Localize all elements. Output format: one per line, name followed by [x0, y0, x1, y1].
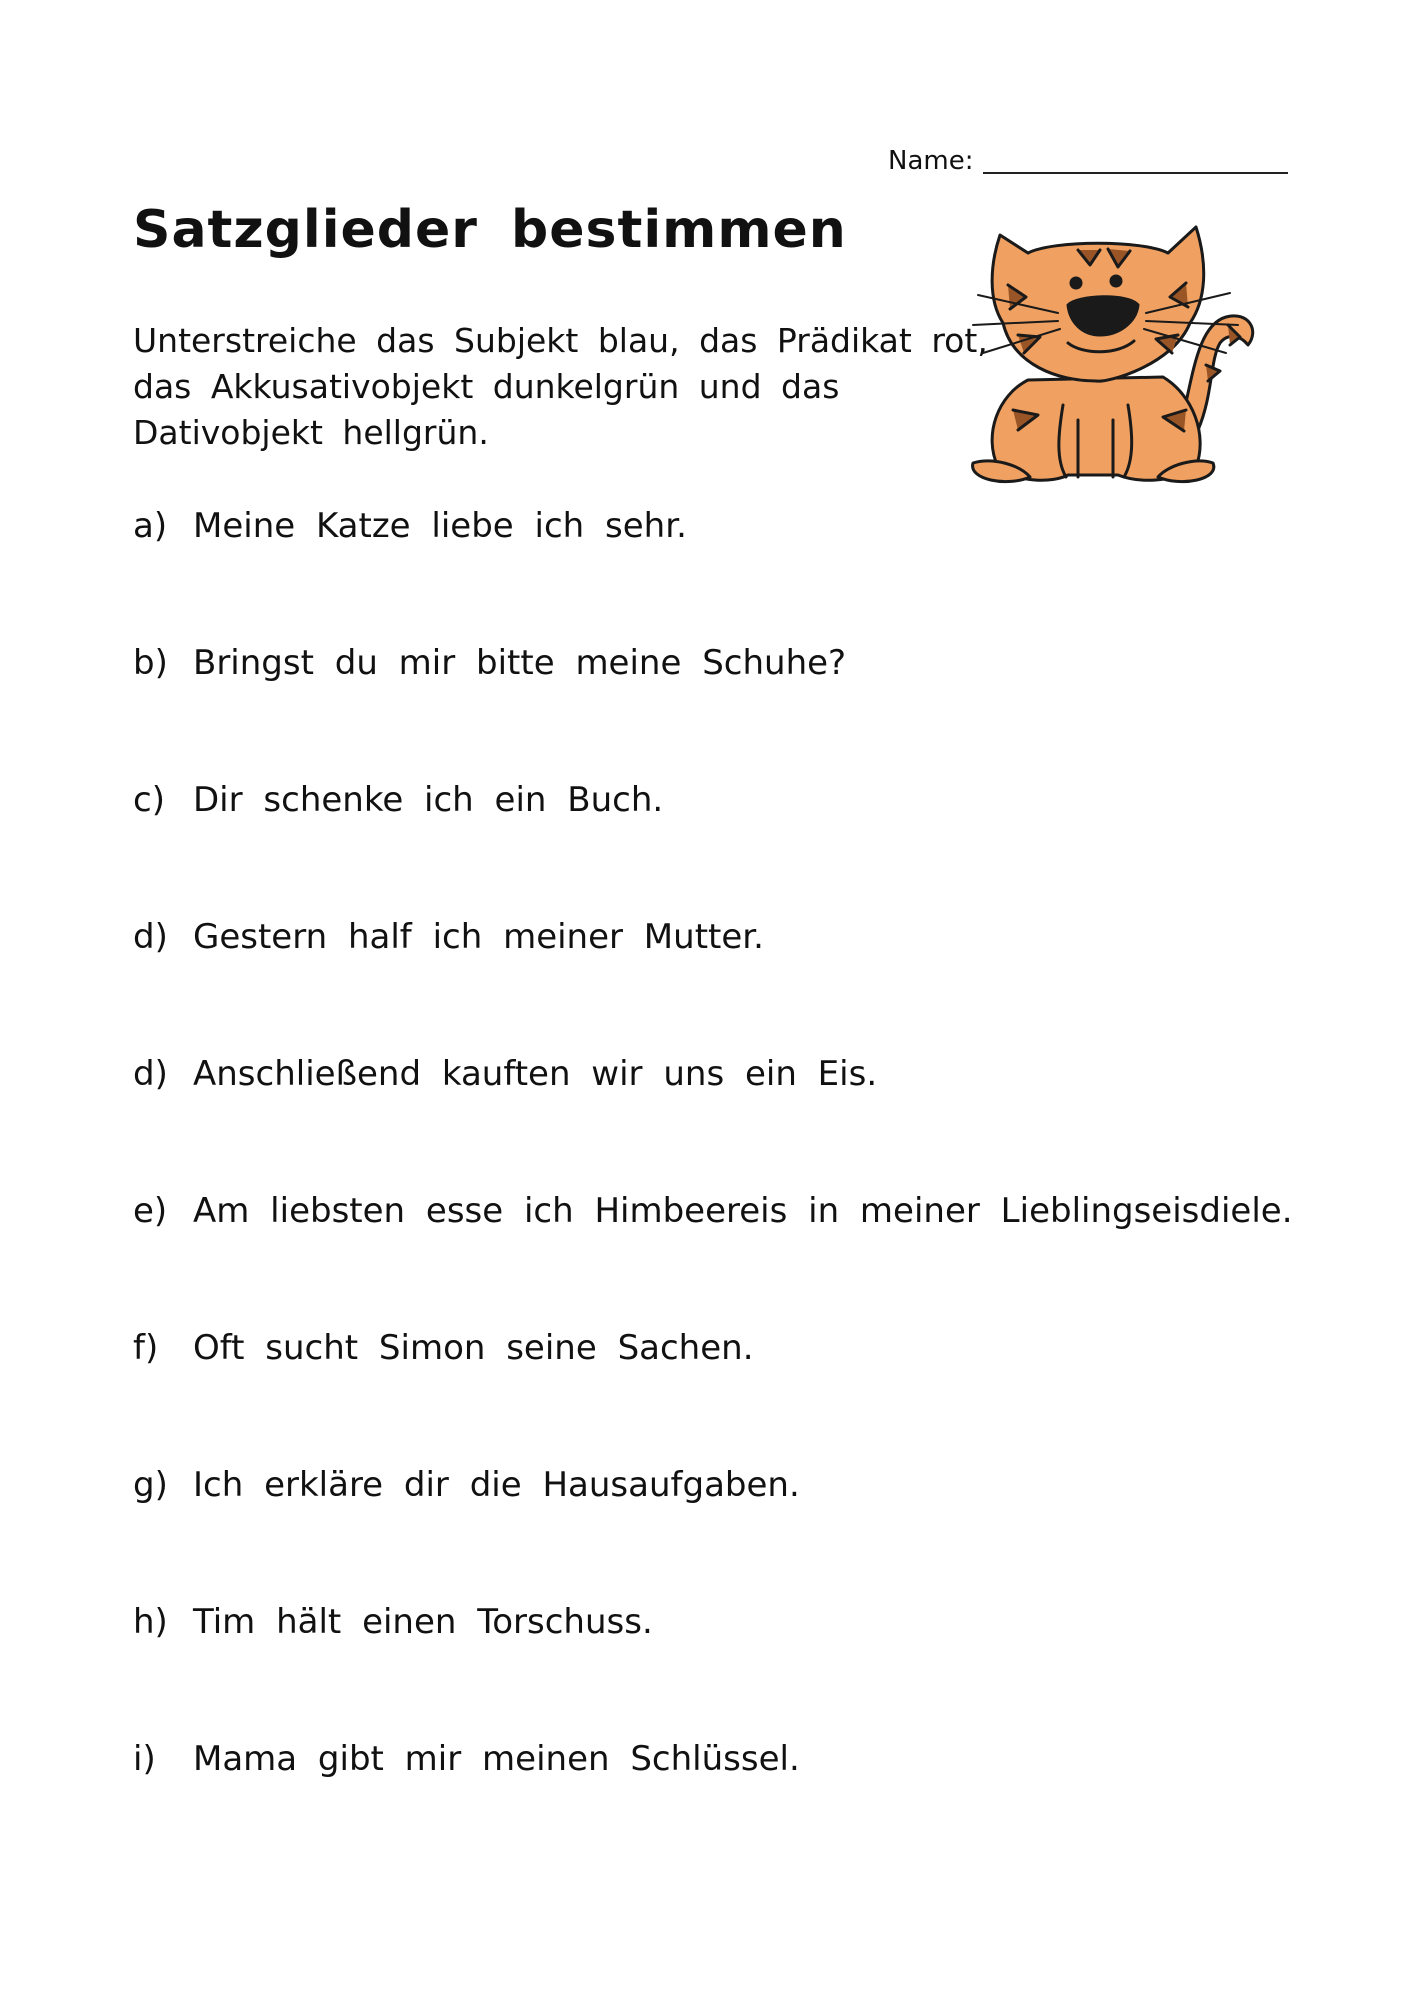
task-letter: g) — [133, 1465, 168, 1505]
task-sentence: Mama gibt mir meinen Schlüssel. — [193, 1739, 800, 1779]
task-sentence: Ich erkläre dir die Hausaufgaben. — [193, 1465, 800, 1505]
task-item — [133, 1322, 1283, 1459]
task-item — [133, 1596, 1283, 1733]
task-letter: b) — [133, 643, 168, 683]
name-input-line[interactable] — [983, 144, 1288, 174]
task-item — [133, 1733, 1283, 1870]
task-letter: c) — [133, 780, 165, 820]
task-sentence: Oft sucht Simon seine Sachen. — [193, 1328, 754, 1368]
task-sentence: Gestern half ich meiner Mutter. — [193, 917, 764, 957]
page-title: Satzglieder bestimmen — [133, 200, 847, 260]
task-list — [133, 500, 1293, 1870]
task-sentence: Dir schenke ich ein Buch. — [193, 780, 664, 820]
task-letter: h) — [133, 1602, 168, 1642]
task-sentence: Bringst du mir bitte meine Schuhe? — [193, 643, 847, 683]
task-letter: e) — [133, 1191, 168, 1231]
name-label: Name: — [888, 146, 974, 176]
name-field-row — [888, 134, 1288, 174]
instruction-line: Unterstreiche das Subjekt blau, das Prädikat rot, — [133, 321, 988, 360]
task-item — [133, 637, 1283, 774]
task-item — [133, 1048, 1283, 1185]
instruction-line: das Akkusativobjekt dunkelgrün und das — [133, 367, 840, 406]
task-item — [133, 500, 1283, 637]
instructions — [133, 318, 988, 456]
task-letter: d) — [133, 917, 168, 957]
task-item — [133, 774, 1283, 911]
task-item — [133, 1459, 1283, 1596]
task-letter: f) — [133, 1328, 159, 1368]
task-item — [133, 911, 1283, 1048]
task-sentence: Tim hält einen Torschuss. — [193, 1602, 653, 1642]
instruction-line: Dativobjekt hellgrün. — [133, 413, 489, 452]
task-letter: a) — [133, 506, 168, 546]
task-item — [133, 1185, 1293, 1322]
task-letter: d) — [133, 1054, 168, 1094]
task-sentence: Meine Katze liebe ich sehr. — [193, 506, 687, 546]
cat-icon — [958, 205, 1268, 490]
task-sentence: Anschließend kauften wir uns ein Eis. — [193, 1054, 878, 1094]
task-sentence: Am liebsten esse ich Himbeereis in meiner Lieblingseisdiele. — [193, 1191, 1293, 1231]
task-letter: i) — [133, 1739, 156, 1779]
